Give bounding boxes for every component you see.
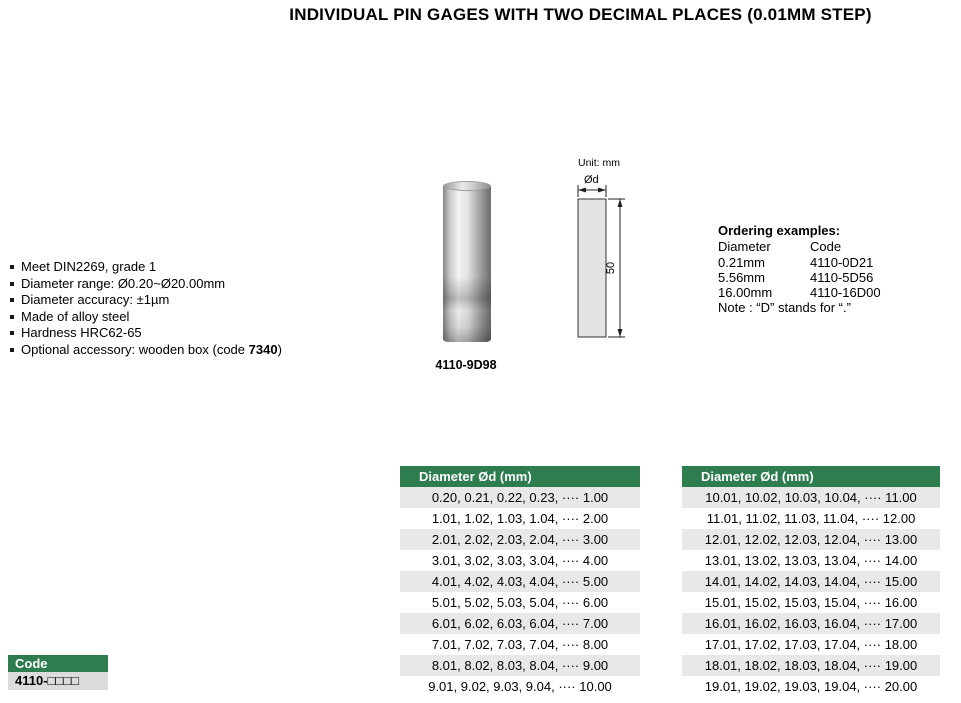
feature-item [8, 309, 398, 326]
feature-text: Meet DIN2269, grade 1 [21, 259, 157, 274]
table-row: 14.01, 14.02, 14.03, 14.04, ···· 15.00 [682, 571, 940, 592]
ordering-header-diameter: Diameter [718, 239, 771, 255]
table-row: 8.01, 8.02, 8.03, 8.04, ···· 9.00 [400, 655, 640, 676]
ordering-row: 16.00mm 4110-16D00 [718, 285, 881, 301]
ordering-note: Note : “D” stands for “.” [718, 300, 851, 316]
code-block-header: Code [8, 655, 108, 672]
product-code-caption: 4110-9D98 [435, 358, 497, 372]
feature-item [8, 325, 398, 342]
feature-item [8, 292, 398, 309]
table-row: 2.01, 2.02, 2.03, 2.04, ···· 3.00 [400, 529, 640, 550]
ordering-examples [718, 223, 958, 316]
feature-text: Diameter range: Ø0.20~Ø20.00mm [21, 275, 226, 291]
bullet-square-icon [10, 265, 14, 269]
table-row: 15.01, 15.02, 15.03, 15.04, ···· 16.00 [682, 592, 940, 613]
height-dim-label: 50 [605, 261, 617, 275]
table-row: 12.01, 12.02, 12.03, 12.04, ···· 13.00 [682, 529, 940, 550]
table-row: 11.01, 11.02, 11.03, 11.04, ···· 12.00 [682, 508, 940, 529]
feature-item [8, 259, 398, 276]
page-title: INDIVIDUAL PIN GAGES WITH TWO DECIMAL PLACES (0.01MM STEP) [289, 5, 872, 24]
diameter-dim-label: Ød [584, 174, 599, 186]
bullet-square-icon [10, 348, 14, 352]
table-row: 17.01, 17.02, 17.03, 17.04, ···· 18.00 [682, 634, 940, 655]
table-row: 19.01, 19.02, 19.03, 19.04, ···· 20.00 [682, 676, 940, 697]
diameter-table-right [682, 466, 940, 697]
ordering-row: 5.56mm 4110-5D56 [718, 269, 874, 285]
table-header: Diameter Ød (mm) [682, 466, 940, 487]
bullet-square-icon [10, 298, 14, 302]
bullet-square-icon [10, 282, 14, 286]
accessory-code: 7340 [248, 341, 278, 357]
arrow-up-icon [618, 199, 623, 207]
table-row: 5.01, 5.02, 5.03, 5.04, ···· 6.00 [400, 592, 640, 613]
feature-text: Made of alloy steel [21, 308, 130, 324]
ordering-title: Ordering examples: [718, 223, 841, 238]
technical-drawing [565, 157, 655, 353]
pin-gage-photo [443, 181, 491, 343]
feature-item [8, 342, 398, 359]
table-row: 6.01, 6.02, 6.03, 6.04, ···· 7.00 [400, 613, 640, 634]
pin-profile-rect [578, 199, 606, 337]
table-row: 3.01, 3.02, 3.03, 3.04, ···· 4.00 [400, 550, 640, 571]
table-row: 9.01, 9.02, 9.03, 9.04, ···· 10.00 [400, 676, 640, 697]
code-block-value: 4110-□□□□ [8, 672, 108, 690]
ordering-row: 0.21mm 4110-0D21 [718, 254, 874, 270]
dimension-drawing [565, 171, 645, 353]
code-block [8, 655, 108, 690]
feature-text: Optional accessory: wooden box (code 7340) [21, 341, 282, 357]
bullet-square-icon [10, 315, 14, 319]
feature-text: Hardness HRC62-65 [21, 325, 142, 340]
table-row: 10.01, 10.02, 10.03, 10.04, ···· 11.00 [682, 487, 940, 508]
ordering-header-row [718, 239, 958, 254]
table-row: 4.01, 4.02, 4.03, 4.04, ···· 5.00 [400, 571, 640, 592]
bullet-square-icon [10, 331, 14, 335]
feature-item [8, 276, 398, 293]
arrow-left-icon [578, 188, 586, 193]
table-row: 13.01, 13.02, 13.03, 13.04, ···· 14.00 [682, 550, 940, 571]
feature-text: Diameter accuracy: ±1µm [21, 292, 170, 307]
table-row: 0.20, 0.21, 0.22, 0.23, ···· 1.00 [400, 487, 640, 508]
diameter-table-left [400, 466, 640, 697]
table-row: 1.01, 1.02, 1.03, 1.04, ···· 2.00 [400, 508, 640, 529]
pin-body [443, 186, 491, 342]
table-row: 7.01, 7.02, 7.03, 7.04, ···· 8.00 [400, 634, 640, 655]
table-row: 16.01, 16.02, 16.03, 16.04, ···· 17.00 [682, 613, 940, 634]
unit-label: Unit: mm [578, 157, 620, 169]
arrow-right-icon [598, 188, 606, 193]
ordering-header-code: Code [810, 239, 842, 255]
pin-top [443, 181, 491, 191]
arrow-down-icon [618, 329, 623, 337]
table-row: 18.01, 18.02, 18.03, 18.04, ···· 19.00 [682, 655, 940, 676]
table-body [682, 487, 940, 697]
table-header: Diameter Ød (mm) [400, 466, 640, 487]
feature-list [8, 259, 398, 358]
table-body [400, 487, 640, 697]
